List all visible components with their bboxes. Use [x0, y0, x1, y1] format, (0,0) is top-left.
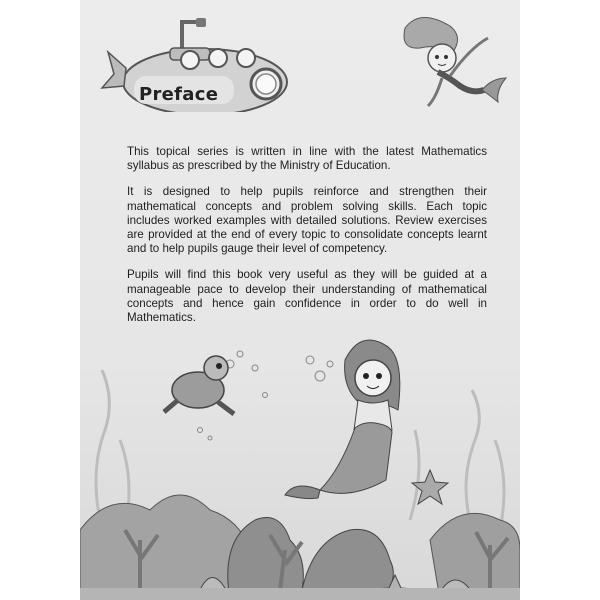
page-title: Preface [139, 84, 219, 105]
preface-page [80, 0, 520, 600]
turtle-figure [164, 356, 234, 414]
paragraph-3: Pupils will find this book very useful as they will be guided at a manageable pace to develop their understanding of mathematical concepts and hence gain confidence in order to do well in Mathematics. [127, 268, 487, 325]
underwater-scene-illustration [80, 320, 520, 600]
preface-body [127, 145, 487, 337]
mermaid-illustration-top [380, 8, 510, 118]
paragraph-2: It is designed to help pupils reinforce and strengthen their mathematical concepts and problem solving skills. Each topic includes worked examples with detailed solutions. Review exercises are provided at the end of every topic to consolidate concepts learnt and to help pupils gauge their level of competency. [127, 185, 487, 256]
mermaid-figure [285, 340, 400, 499]
paragraph-1: This topical series is written in line with the latest Mathematics syllabus as prescribed by the Ministry of Education. [127, 145, 487, 173]
